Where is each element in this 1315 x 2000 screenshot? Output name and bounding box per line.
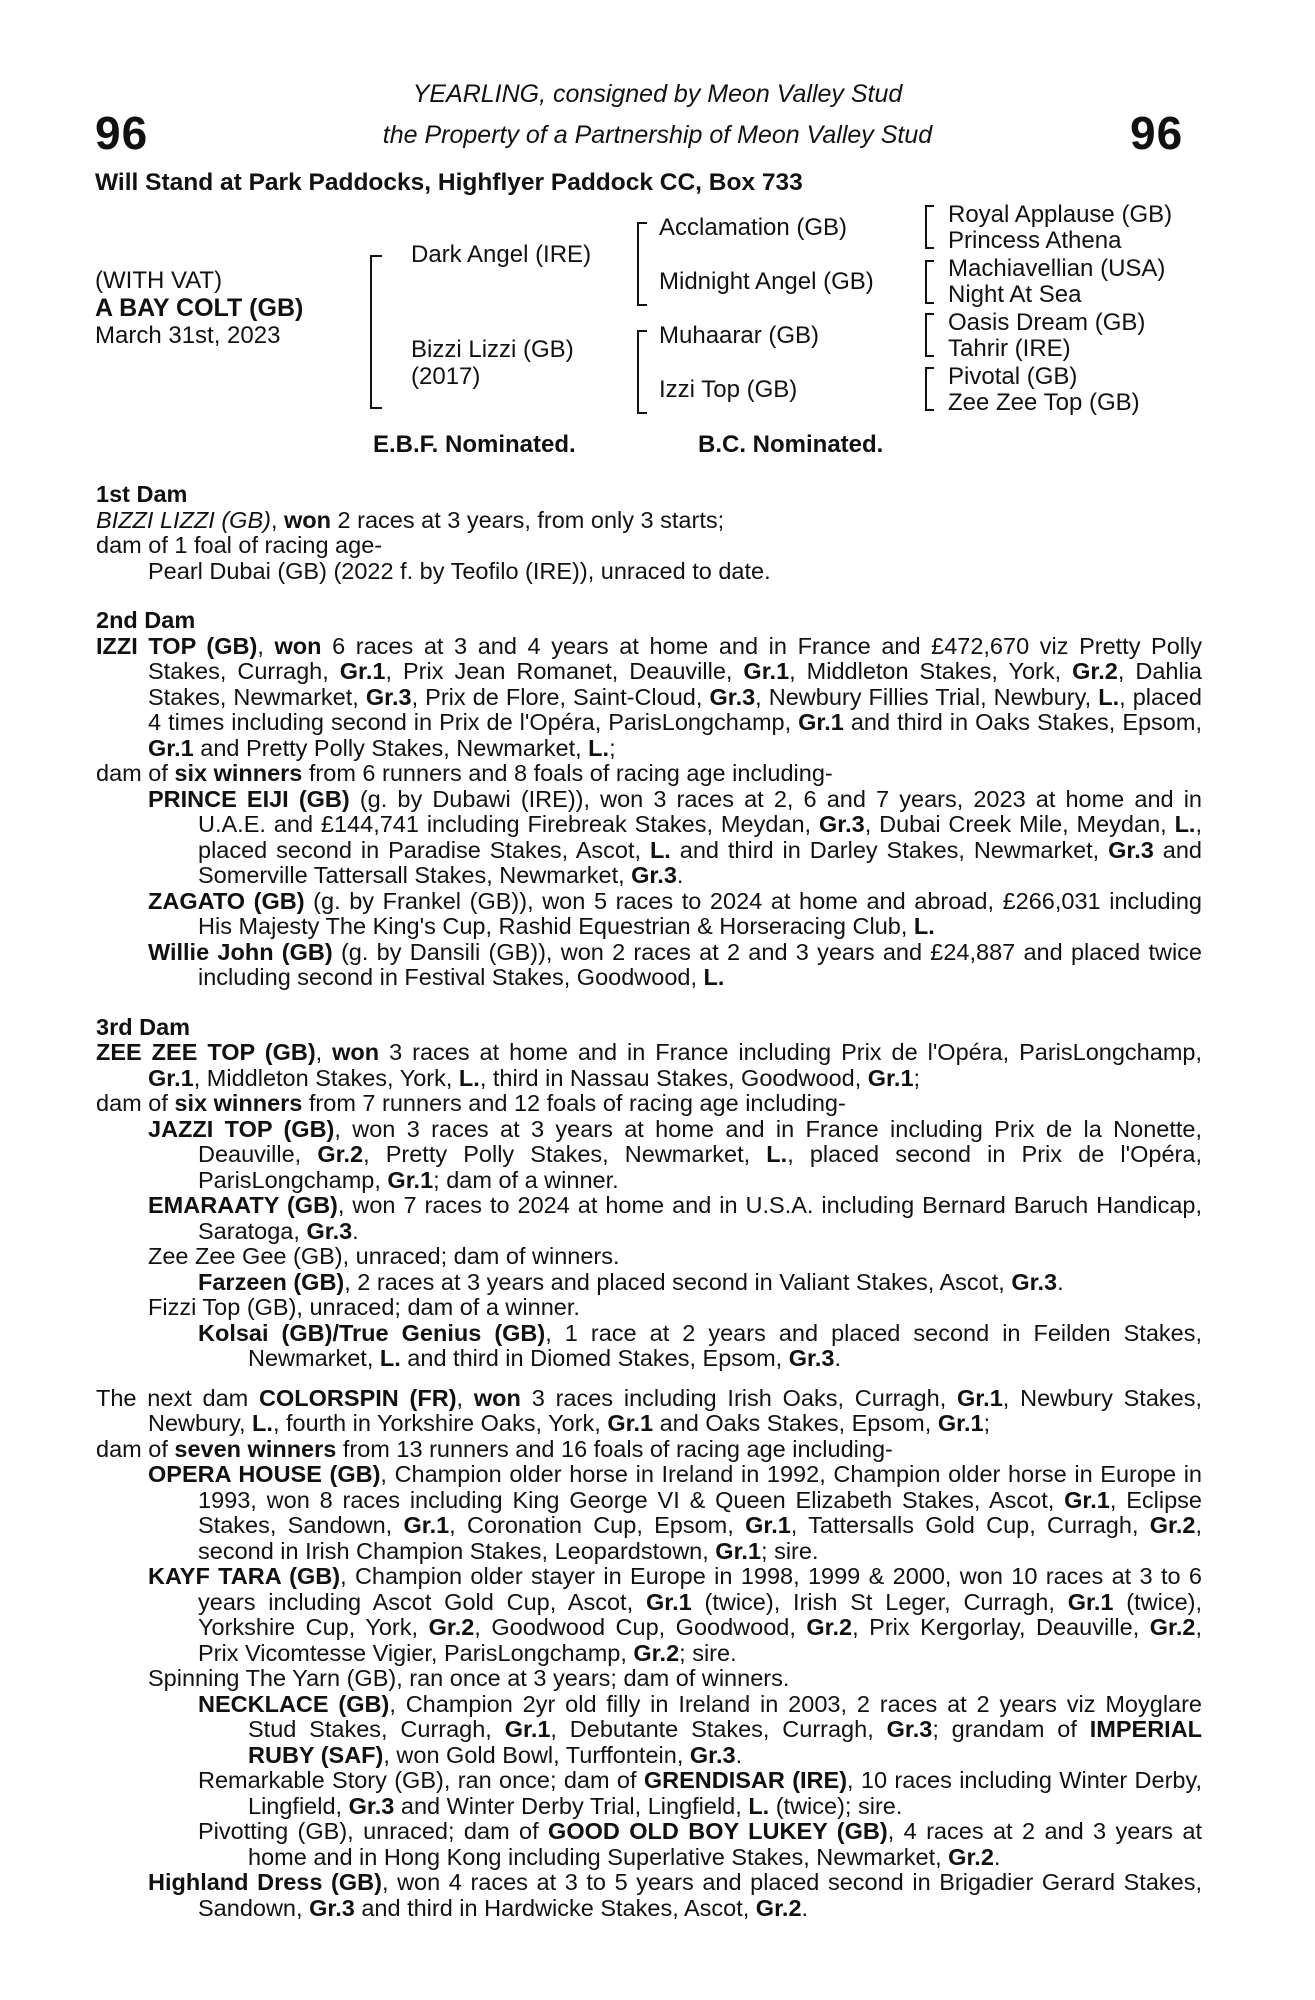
g3-ancestor: Tahrir (IRE): [948, 335, 1071, 362]
dam-sire: Muhaarar (GB): [659, 322, 820, 349]
dam-record: BIZZI LIZZI (GB), won 2 races at 3 years, from only 3 starts;: [96, 506, 725, 533]
g3-ancestor: Night At Sea: [948, 281, 1082, 308]
pedigree-brace: [925, 260, 934, 304]
lot-number-left: 96: [95, 107, 149, 159]
produce-entry: Pearl Dubai (GB) (2022 f. by Teofilo (IRE)), unraced to date.: [148, 557, 771, 584]
property-line: the Property of a Partnership of Meon Valley Stud: [382, 121, 933, 149]
dam-of-line: dam of 1 foal of racing age-: [96, 532, 383, 558]
consignor-line: YEARLING, consigned by Meon Valley Stud: [412, 80, 903, 108]
progeny-entry: Pivotting (GB), unraced; dam of GOOD OLD BOY LUKEY (GB), 4 races at 2 and 3 years at home and in Hong Kong including Superlative Stakes, Newmarket, Gr.2.: [198, 1818, 1202, 1870]
progeny-entry: Willie John (GB) (g. by Dansili (GB)), won 2 races at 2 and 3 years and £24,887 and placed twice including second in Festival Stakes, Goodwood, L.: [148, 938, 1202, 990]
g3-ancestor: Oasis Dream (GB): [948, 309, 1146, 336]
vat-note: (WITH VAT): [95, 267, 223, 294]
second-dam-section: [96, 608, 1202, 991]
section-title: 2nd Dam: [96, 607, 196, 633]
progeny-list: [96, 1462, 1202, 1921]
pedigree-brace: [925, 205, 934, 249]
dam-record: ZEE ZEE TOP (GB), won 3 races at home and in France including Prix de l'Opéra, ParisLongchamp, Gr.1, Middleton Stakes, York, L., third in Nassau Stakes, Goodwood, Gr.1;: [96, 1039, 1202, 1091]
progeny-entry: OPERA HOUSE (GB), Champion older horse in Ireland in 1992, Champion older horse in Europe in 1993, won 8 races including King George VI & Queen Elizabeth Stakes, Ascot, Gr.1, Eclipse Stakes, Sandown, Gr.1, Coronation Cup, Epsom, Gr.1, Tattersalls Gold Cup, Curragh, Gr.2, second in Irish Champion Stakes, Leopardstown, Gr.1; sire.: [148, 1461, 1203, 1564]
progeny-list: [96, 1117, 1202, 1372]
dam-dam: Izzi Top (GB): [659, 376, 798, 403]
g3-ancestor: Zee Zee Top (GB): [948, 389, 1140, 416]
section-title: 1st Dam: [96, 481, 188, 507]
lot-number-right: 96: [1130, 107, 1184, 159]
progeny-entry: Spinning The Yarn (GB), ran once at 3 years; dam of winners.: [148, 1665, 790, 1691]
sire-dam: Midnight Angel (GB): [659, 268, 874, 295]
pedigree-brace: [637, 222, 647, 306]
progeny-entry: Remarkable Story (GB), ran once; dam of GRENDISAR (IRE), 10 races including Winter Derby, Lingfield, Gr.3 and Winter Derby Trial, Lingfield, L. (twice); sire.: [198, 1767, 1202, 1819]
g3-ancestor: Pivotal (GB): [948, 363, 1078, 390]
progeny-entry: NECKLACE (GB), Champion 2yr old filly in Ireland in 2003, 2 races at 2 years viz Moyglare Stud Stakes, Curragh, Gr.1, Debutante Stakes, Curragh, Gr.3; grandam of IMPERIAL RUBY (SAF), won Gold Bowl, Turffontein, Gr.3.: [198, 1690, 1203, 1768]
progeny-entry: Farzeen (GB), 2 races at 3 years and placed second in Valiant Stakes, Ascot, Gr.3.: [198, 1268, 1064, 1295]
first-dam-section: [96, 482, 1202, 584]
g3-ancestor: Machiavellian (USA): [948, 255, 1166, 282]
bc-nomination: B.C. Nominated.: [698, 431, 884, 458]
progeny-entry: KAYF TARA (GB), Champion older stayer in Europe in 1998, 1999 & 2000, won 10 races at 3 to 6 years including Ascot Gold Cup, Ascot, Gr.1 (twice), Irish St Leger, Curragh, Gr.1 (twice), Yorkshire Cup, York, Gr.2, Goodwood Cup, Goodwood, Gr.2, Prix Kergorlay, Deauville, Gr.2, Prix Vicomtesse Vigier, ParisLongchamp, Gr.2; sire.: [148, 1563, 1203, 1666]
progeny-entry: Kolsai (GB)/True Genius (GB), 1 race at 2 years and placed second in Feilden Stakes, Newmarket, L. and third in Diomed Stakes, Epsom, Gr.3.: [198, 1319, 1202, 1371]
progeny-entry: Zee Zee Gee (GB), unraced; dam of winners.: [148, 1243, 620, 1269]
pedigree-brace: [925, 367, 934, 411]
stand-location: Will Stand at Park Paddocks, Highflyer Paddock CC, Box 733: [95, 169, 803, 196]
progeny-entry: JAZZI TOP (GB), won 3 races at 3 years at home and in France including Prix de la Nonette, Deauville, Gr.2, Pretty Polly Stakes, Newmarket, L., placed second in Prix de l'Opéra, ParisLongchamp, Gr.1; dam of a winner.: [148, 1115, 1202, 1193]
g3-ancestor: Royal Applause (GB): [948, 201, 1173, 228]
third-dam-section: [96, 1015, 1202, 1372]
progeny-entry: EMARAATY (GB), won 7 races to 2024 at home and in U.S.A. including Bernard Baruch Handicap, Saratoga, Gr.3.: [148, 1192, 1202, 1244]
sire-sire: Acclamation (GB): [659, 214, 848, 241]
foaling-date: March 31st, 2023: [95, 322, 281, 349]
section-title: 3rd Dam: [96, 1013, 191, 1040]
progeny-entry: ZAGATO (GB) (g. by Frankel (GB)), won 5 races to 2024 at home and abroad, £266,031 including His Majesty The King's Cup, Rashid Equestrian & Horseracing Club, L.: [148, 887, 1202, 939]
dam-year: (2017): [411, 363, 481, 390]
dam-record: IZZI TOP (GB), won 6 races at 3 and 4 years at home and in France and £472,670 viz Pretty Polly Stakes, Curragh, Gr.1, Prix Jean Romanet, Deauville, Gr.1, Middleton Stakes, York, Gr.2, Dahlia Stakes, Newmarket, Gr.3, Prix de Flore, Saint-Cloud, Gr.3, Newbury Fillies Trial, Newbury, L., placed 4 times including second in Prix de l'Opéra, ParisLongchamp, Gr.1 and third in Oaks Stakes, Epsom, Gr.1 and Pretty Polly Stakes, Newmarket, L.;: [96, 632, 1203, 761]
pedigree-brace: [925, 313, 934, 357]
dam-of-line: dam of six winners from 7 runners and 12 foals of racing age including-: [96, 1090, 846, 1116]
catalogue-body: [96, 482, 1202, 1921]
progeny-entry: PRINCE EIJI (GB) (g. by Dubawi (IRE)), won 3 races at 2, 6 and 7 years, 2023 at home and in U.A.E. and £144,741 including Firebreak Stakes, Meydan, Gr.3, Dubai Creek Mile, Meydan, L., placed second in Paradise Stakes, Ascot, L. and third in Darley Stakes, Newmarket, Gr.3 and Somerville Tattersall Stakes, Newmarket, Gr.3.: [148, 785, 1202, 888]
g3-ancestor: Princess Athena: [948, 227, 1122, 254]
dam-of-line: dam of six winners from 6 runners and 8 foals of racing age including-: [96, 760, 833, 786]
ebf-nomination: E.B.F. Nominated.: [373, 431, 576, 458]
progeny-entry: Fizzi Top (GB), unraced; dam of a winner.: [148, 1294, 580, 1320]
progeny-entry: Highland Dress (GB), won 4 races at 3 to 5 years and placed second in Brigadier Gerard Stakes, Sandown, Gr.3 and third in Hardwicke Stakes, Ascot, Gr.2.: [148, 1869, 1202, 1921]
dam-record: The next dam COLORSPIN (FR), won 3 races including Irish Oaks, Curragh, Gr.1, Newbury Stakes, Newbury, L., fourth in Yorkshire Oaks, York, Gr.1 and Oaks Stakes, Epsom, Gr.1;: [96, 1384, 1203, 1436]
horse-name: A BAY COLT (GB): [95, 294, 304, 322]
next-dam-section: [96, 1386, 1202, 1922]
sire: Dark Angel (IRE): [411, 241, 592, 268]
dam: Bizzi Lizzi (GB): [411, 336, 574, 363]
dam-of-line: dam of seven winners from 13 runners and 16 foals of racing age including-: [96, 1435, 893, 1462]
pedigree-brace: [370, 255, 382, 409]
pedigree-brace: [637, 330, 647, 414]
